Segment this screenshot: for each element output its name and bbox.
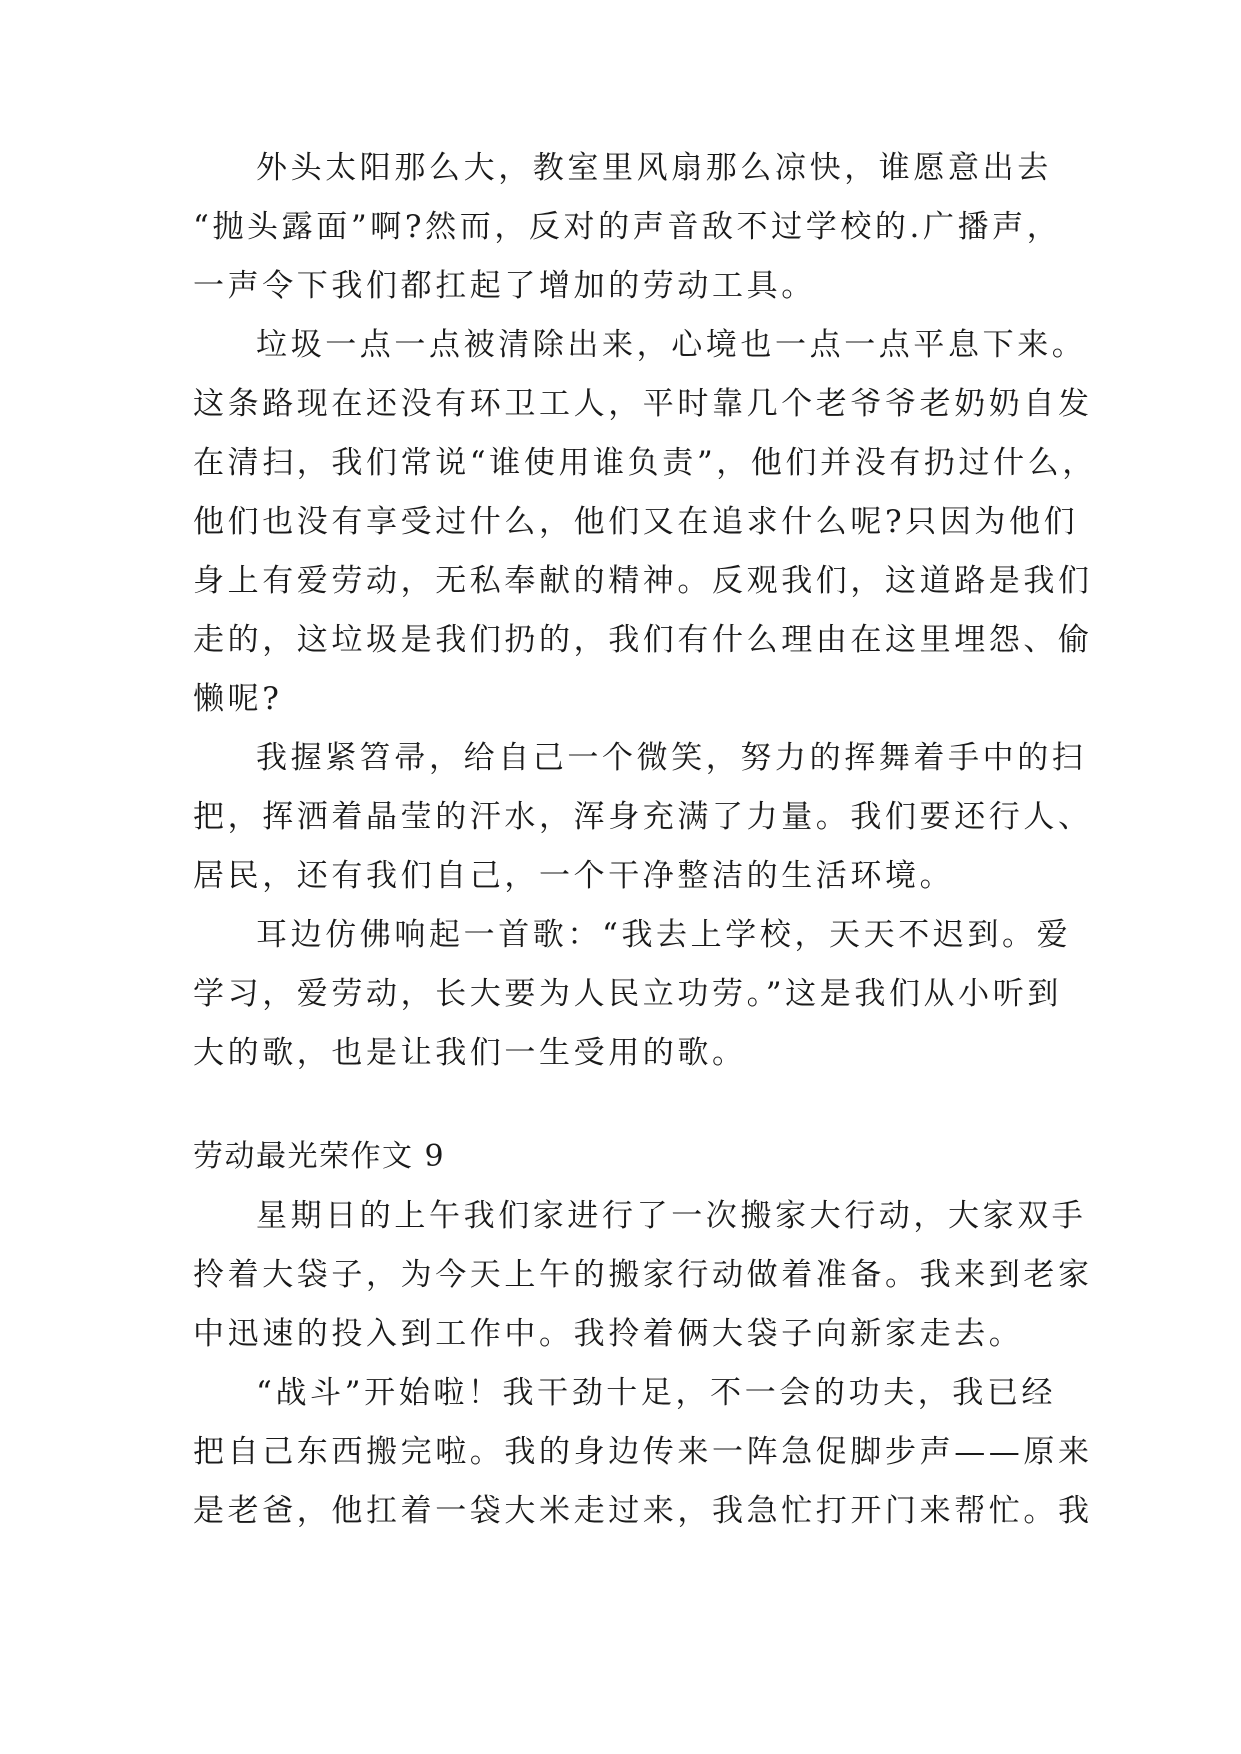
text-line: 耳边仿佛响起一首歌：“我去上学校，天天不迟到。爱 xyxy=(256,917,1072,953)
text-line: 身上有爱劳动，无私奉献的精神。反观我们，这道路是我们 xyxy=(193,563,1093,599)
text-line: 走的，这垃圾是我们扔的，我们有什么理由在这里埋怨、偷 xyxy=(193,622,1093,658)
text-line: 把，挥洒着晶莹的汗水，浑身充满了力量。我们要还行人、 xyxy=(193,799,1093,835)
text-line: 居民，还有我们自己，一个干净整洁的生活环境。 xyxy=(193,858,955,894)
text-line: 拎着大袋子，为今天上午的搬家行动做着准备。我来到老家 xyxy=(193,1257,1093,1293)
text-line: 学习，爱劳动，长大要为人民立功劳。”这是我们从小听到 xyxy=(193,976,1062,1012)
text-line: 星期日的上午我们家进行了一次搬家大行动，大家双手 xyxy=(256,1198,1087,1234)
text-line: “战斗”开始啦！我干劲十足，不一会的功夫，我已经 xyxy=(256,1375,1057,1411)
text-line: 这条路现在还没有环卫工人，平时靠几个老爷爷老奶奶自发 xyxy=(193,386,1093,422)
text-line: 懒呢? xyxy=(193,681,283,717)
text-line: “抛头露面”啊?然而，反对的声音敌不过学校的.广播声， xyxy=(193,209,1062,245)
text-line: 外头太阳那么大，教室里风扇那么凉快，谁愿意出去 xyxy=(256,150,1052,186)
text-line: 在清扫，我们常说“谁使用谁负责”，他们并没有扔过什么， xyxy=(193,445,1097,481)
text-line: 大的歌，也是让我们一生受用的歌。 xyxy=(193,1035,747,1071)
text-line: 我握紧笤帚，给自己一个微笑，努力的挥舞着手中的扫 xyxy=(256,740,1087,776)
text-line: 把自己东西搬完啦。我的身边传来一阵急促脚步声——原来 xyxy=(193,1434,1093,1470)
section-title: 劳动最光荣作文 9 xyxy=(193,1139,446,1174)
text-line: 中迅速的投入到工作中。我拎着俩大袋子向新家走去。 xyxy=(193,1316,1024,1352)
text-line: 是老爸，他扛着一袋大米走过来，我急忙打开门来帮忙。我 xyxy=(193,1493,1093,1529)
text-line: 一声令下我们都扛起了增加的劳动工具。 xyxy=(193,268,816,304)
text-line: 垃圾一点一点被清除出来，心境也一点一点平息下来。 xyxy=(256,327,1087,363)
text-line: 他们也没有享受过什么，他们又在追求什么呢?只因为他们 xyxy=(193,504,1079,540)
